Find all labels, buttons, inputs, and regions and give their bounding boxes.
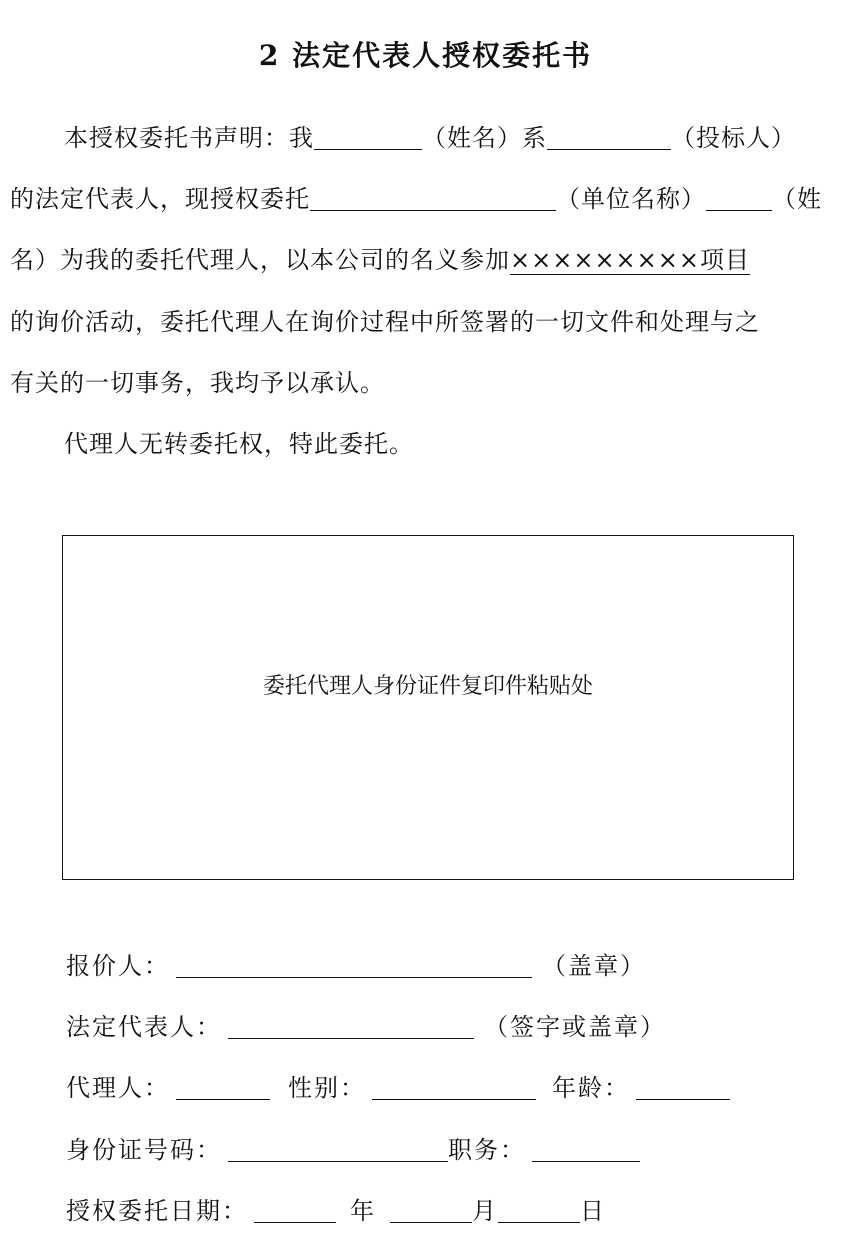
bidder-suffix: （盖章） — [542, 952, 646, 980]
id-copy-paste-box — [62, 535, 794, 880]
day-line — [498, 1194, 580, 1223]
date-field — [66, 1191, 606, 1231]
paragraph-line-6: 代理人无转委托权，特此委托。 — [64, 430, 414, 458]
age-line — [636, 1071, 730, 1100]
bidder-field — [66, 946, 646, 986]
paragraph-line-3 — [10, 240, 842, 280]
legal-rep-label: 法定代表人： — [66, 1013, 222, 1041]
paragraph-line-2 — [10, 179, 842, 219]
age-label: 年龄： — [552, 1074, 630, 1102]
bidder-line — [176, 949, 532, 978]
text-segment: 名）为我的委托代理人，以本公司的名义参加 — [10, 246, 510, 274]
bidder-label: 报价人： — [66, 952, 170, 980]
position-label: 职务： — [448, 1136, 526, 1164]
legal-rep-line — [228, 1010, 474, 1039]
text-segment: （姓名）系 — [422, 124, 547, 152]
position-line — [532, 1133, 640, 1162]
gender-line — [372, 1071, 536, 1100]
text-segment: （姓 — [772, 185, 822, 213]
id-number-line — [228, 1133, 448, 1162]
bidder-blank — [547, 121, 671, 150]
date-label: 授权委托日期： — [66, 1197, 248, 1225]
document-title: 2 法定代表人授权委托书 — [258, 39, 593, 72]
day-label: 日 — [580, 1197, 606, 1225]
agent-line — [176, 1071, 270, 1100]
paragraph-line-5: 有关的一切事务，我均予以承认。 — [10, 369, 385, 397]
agent-info-field — [66, 1068, 730, 1108]
name-blank — [314, 121, 422, 150]
legal-rep-field — [66, 1007, 666, 1047]
agent-name-blank — [706, 182, 772, 211]
id-number-label: 身份证号码： — [66, 1136, 222, 1164]
id-number-field — [66, 1130, 640, 1170]
month-line — [390, 1194, 472, 1223]
month-label: 月 — [472, 1197, 498, 1225]
year-line — [254, 1194, 336, 1223]
text-segment: 的法定代表人，现授权委托 — [10, 185, 310, 213]
text-segment: （单位名称） — [556, 185, 706, 213]
id-copy-box-label: 委托代理人身份证件复印件粘贴处 — [262, 674, 593, 699]
paragraph-line-1 — [64, 118, 842, 158]
text-segment: （投标人） — [671, 124, 796, 152]
text-segment: 本授权委托书声明：我 — [64, 124, 314, 152]
agent-label: 代理人： — [66, 1074, 170, 1102]
unit-name-blank — [310, 182, 556, 211]
legal-rep-suffix: （签字或盖章） — [484, 1013, 666, 1041]
project-name: ×××××××××项目 — [510, 246, 750, 274]
year-label: 年 — [350, 1197, 376, 1225]
gender-label: 性别： — [288, 1074, 366, 1102]
paragraph-line-4: 的询价活动，委托代理人在询价过程中所签署的一切文件和处理与之 — [10, 308, 760, 336]
